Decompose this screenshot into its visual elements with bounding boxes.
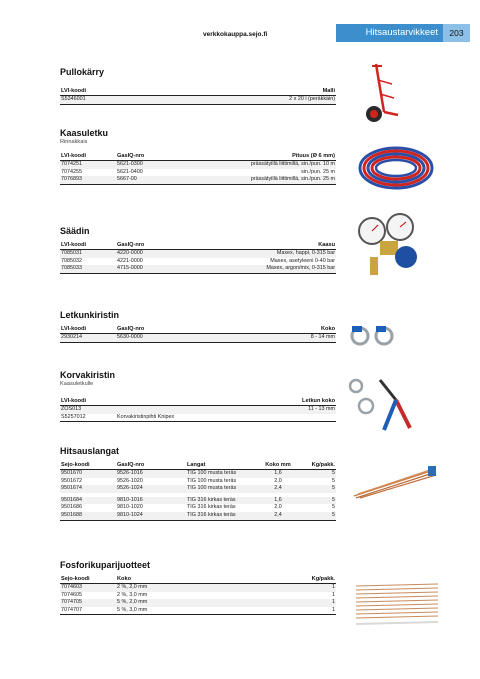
col-header: GasIQ-nro — [116, 461, 186, 470]
value-cell: sin./pun. 25 m — [301, 168, 335, 175]
col-header: Sejo-koodi — [60, 575, 116, 584]
section-title: Pullokärry — [60, 67, 105, 77]
col-header: Kg/pakk. — [298, 461, 336, 470]
col-header: Letkun koko — [236, 397, 336, 406]
value-cell: 2 x 20 l (peräkkäin) — [164, 96, 336, 105]
site-url[interactable]: verkkokauppa.sejo.fi — [203, 31, 268, 38]
value-cell: 5 — [298, 470, 336, 478]
section-fosforikuparijuotteet — [60, 560, 336, 615]
table-row — [60, 478, 336, 486]
table-row — [60, 176, 336, 184]
value-cell: 5 — [298, 485, 336, 493]
code-cell: 7074603 — [60, 584, 116, 592]
value-cell: 5 — [332, 504, 335, 511]
table-row — [60, 485, 336, 493]
cell — [157, 96, 164, 105]
code-cell: 2930214 — [60, 334, 116, 343]
product-table — [60, 325, 336, 343]
value-cell — [236, 414, 336, 422]
code-cell: 9501688 — [60, 512, 116, 520]
table-row — [60, 592, 336, 600]
cell: TIG 316 kirkas teräs — [187, 504, 236, 511]
col-header: Koko — [176, 325, 336, 334]
value-cell: 1 — [332, 591, 335, 598]
cell: 2,0 — [274, 477, 282, 484]
product-table — [60, 87, 336, 105]
col-header: LVI-koodi — [60, 241, 116, 250]
gas-hose-image — [354, 140, 438, 196]
cell — [116, 406, 236, 414]
col-header: Koko — [116, 575, 236, 584]
section-hitsauslangat — [60, 446, 336, 521]
cell: 4220-0000 — [116, 250, 176, 258]
ear-clamp-pliers-image — [346, 372, 418, 434]
table-row — [60, 599, 336, 607]
table-row — [60, 414, 336, 422]
value-cell: 1 — [236, 599, 336, 607]
table-row — [60, 250, 336, 258]
table-row — [60, 169, 336, 177]
table-row — [60, 607, 336, 615]
cell: 5630-0000 — [116, 334, 176, 343]
col-header: LVI-koodi — [60, 152, 116, 161]
code-cell: ZOS013 — [60, 406, 116, 414]
section-kaasuletku — [60, 128, 336, 185]
product-table — [60, 461, 336, 521]
code-cell: 9501672 — [61, 477, 82, 484]
code-cell: 9501674 — [60, 485, 116, 493]
table-row — [60, 504, 336, 512]
col-header: GasIQ-nro — [116, 241, 176, 250]
section-saadin — [60, 226, 336, 274]
section-title: Letkunkiristin — [60, 310, 120, 320]
table-row — [60, 512, 336, 520]
table-row — [60, 470, 336, 478]
code-cell: 7085033 — [60, 265, 116, 273]
code-cell: 7085031 — [60, 250, 116, 258]
code-cell: 7074707 — [60, 607, 116, 615]
code-cell: S5257012 — [60, 414, 116, 422]
cell: 9810-1024 — [116, 512, 186, 520]
table-row — [60, 265, 336, 273]
cell: 5667-00 — [116, 176, 176, 184]
col-header: LVI-koodi — [60, 325, 116, 334]
cell: 5621-0300 — [116, 161, 176, 169]
code-cell: 7085032 — [61, 257, 82, 264]
code-cell: 9501684 — [60, 497, 116, 505]
cell: TIG 316 kirkas teräs — [186, 497, 258, 505]
code-cell: 7074605 — [61, 591, 82, 598]
section-subtitle: Kaasuletkulle — [60, 381, 94, 387]
section-title: Kaasuletku — [60, 128, 109, 138]
table-row — [60, 258, 336, 266]
cell: 2 %, 3,0 mm — [117, 591, 148, 598]
col-header: GasIQ-nro — [116, 152, 176, 161]
table-row — [60, 96, 336, 105]
cell: 5 %, 3,0 mm — [116, 607, 236, 615]
col-header: Langat — [186, 461, 258, 470]
table-row — [60, 334, 336, 343]
cell: 9810-1016 — [116, 497, 186, 505]
cell: TIG 100 musta teräs — [186, 470, 258, 478]
cell: 1,6 — [258, 470, 298, 478]
value-cell: 8 - 14 mm — [176, 334, 336, 343]
value-cell: Maxex, asetyleeni 0-40 bar — [270, 257, 335, 264]
code-cell: 7076893 — [60, 176, 116, 184]
pressure-regulator-image — [356, 213, 440, 289]
section-title: Hitsauslangat — [60, 446, 120, 456]
col-header: Malli — [164, 87, 336, 96]
table-row — [60, 497, 336, 505]
cell: 2 %, 2,0 mm — [116, 584, 236, 592]
value-cell: Maxex, argon/mix, 0-315 bar — [176, 265, 336, 273]
col-header: Sejo-koodi — [60, 461, 116, 470]
cell: 2,4 — [258, 485, 298, 493]
cell: 4715-0000 — [116, 265, 176, 273]
cell: 2,0 — [274, 504, 282, 511]
code-cell: 7074255 — [61, 168, 82, 175]
code-cell: 9501686 — [61, 504, 82, 511]
col-header: LVI-koodi — [60, 87, 157, 96]
col-header: Pituus (Ø 6 mm) — [176, 152, 336, 161]
product-table — [60, 152, 336, 185]
section-korvakiristin — [60, 370, 336, 422]
cell: 9526-1024 — [116, 485, 186, 493]
code-cell: 7074251 — [60, 161, 116, 169]
col-header: GasIQ-nro — [116, 325, 176, 334]
col-header: Kg/pakk. — [236, 575, 336, 584]
col-header — [157, 87, 164, 96]
col-header: LVI-koodi — [60, 397, 116, 406]
code-cell: S5346001 — [60, 96, 157, 105]
section-pullokarry — [60, 67, 336, 105]
phosphor-copper-brazing-rods-image — [352, 578, 442, 632]
section-subtitle: Rinnakkais — [60, 139, 88, 145]
cell: TIG 316 kirkas teräs — [186, 512, 258, 520]
code-cell: 7074705 — [60, 599, 116, 607]
cell: Korvakiristinpihti Knipex — [116, 414, 236, 422]
value-cell: 5 — [332, 477, 335, 484]
table-row — [60, 406, 336, 414]
cell: 2,4 — [258, 512, 298, 520]
hose-clamp-image — [348, 324, 396, 348]
section-title: Fosforikuparijuotteet — [60, 560, 151, 570]
cell: 9526-1020 — [117, 477, 143, 484]
cell: 9810-1020 — [117, 504, 143, 511]
section-title: Korvakiristin — [60, 370, 116, 380]
table-row — [60, 584, 336, 592]
cell: 9526-1016 — [116, 470, 186, 478]
product-table — [60, 575, 336, 615]
col-header — [116, 397, 236, 406]
section-letkunkiristin — [60, 310, 336, 343]
table-row — [60, 161, 336, 169]
cell: 5 %, 2,0 mm — [116, 599, 236, 607]
value-cell: 5 — [298, 497, 336, 505]
cell: TIG 100 musta teräs — [187, 477, 237, 484]
product-table — [60, 397, 336, 422]
value-cell: prässätyillä liittimillä, sin./pun. 10 m — [176, 161, 336, 169]
value-cell: prässätyillä liittimillä, sin./pun. 25 m — [176, 176, 336, 184]
cell: 4221-0000 — [117, 257, 143, 264]
cylinder-trolley-image — [354, 60, 404, 126]
cell: 5621-0400 — [117, 168, 143, 175]
value-cell: Maxex, happi, 0-315 bar — [176, 250, 336, 258]
cell: TIG 100 musta teräs — [186, 485, 258, 493]
col-header: Kaasu — [176, 241, 336, 250]
section-title: Säädin — [60, 226, 90, 236]
col-header: Koko mm — [258, 461, 298, 470]
product-table — [60, 241, 336, 274]
code-cell: 9501670 — [60, 470, 116, 478]
value-cell: 11 - 13 mm — [236, 406, 336, 414]
value-cell: 5 — [298, 512, 336, 520]
welding-rods-image — [352, 466, 438, 500]
category-bar: Hitsaustarvikkeet — [336, 24, 443, 42]
value-cell: 1 — [236, 607, 336, 615]
value-cell: 1 — [236, 584, 336, 592]
cell: 1,6 — [258, 497, 298, 505]
page-number: 203 — [443, 24, 470, 42]
